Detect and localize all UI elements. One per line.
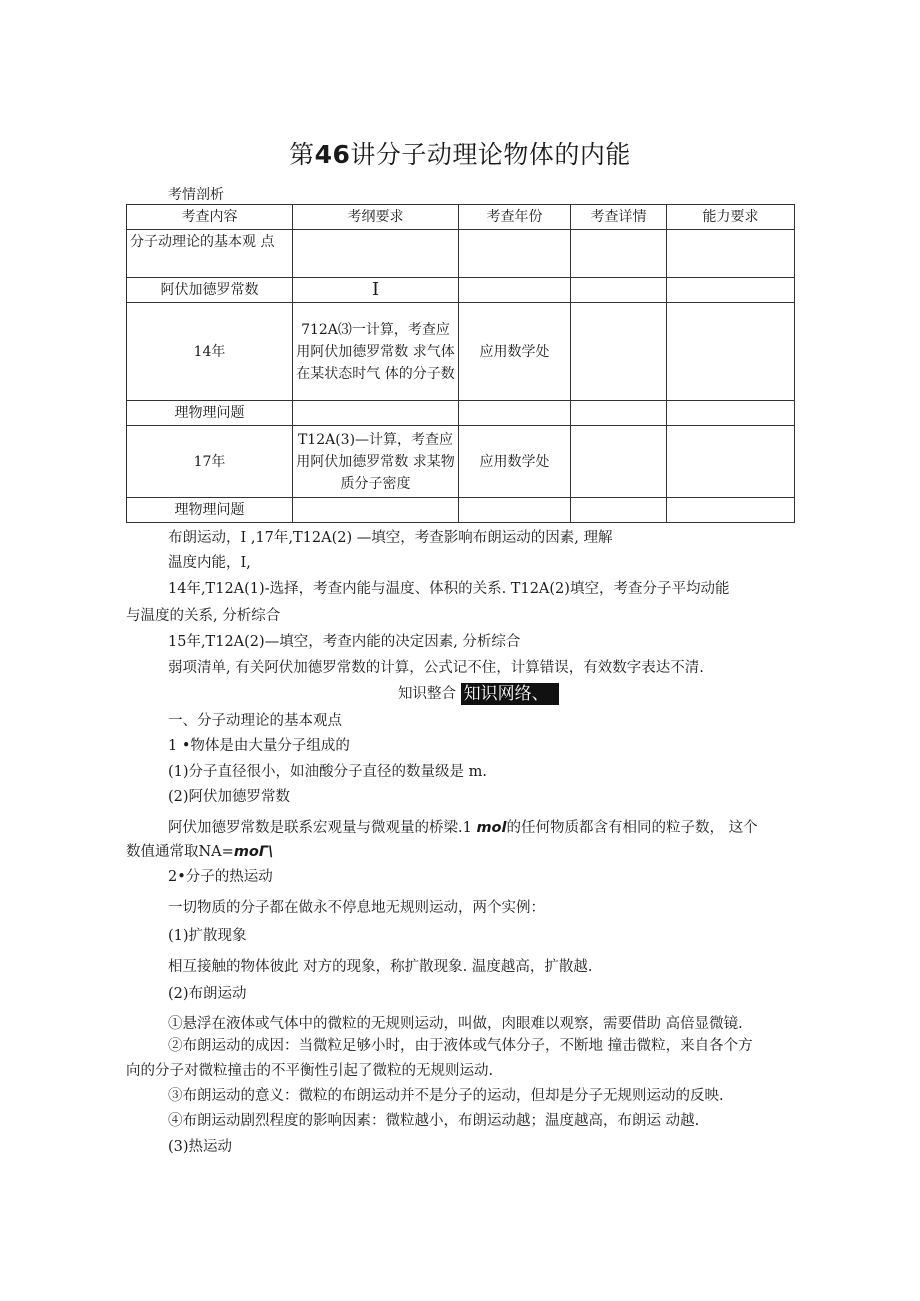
table-cell: 阿伏加德罗常数	[127, 278, 293, 303]
table-cell: 应用数学处	[459, 426, 571, 498]
header-cell: 考查年份	[459, 205, 571, 230]
table-cell	[667, 426, 795, 498]
text-line: 14年,T12A(1)-选择，考查内能与温度、体积的关系. T12A(2)填空，考查分子平均动能	[168, 581, 730, 597]
page-title: 第46讲分子动理论物体的内能	[289, 140, 631, 169]
text-line: 向的分子对微粒撞击的不平衡性引起了微粒的无规则运动.	[126, 1063, 494, 1079]
table-cell	[293, 401, 459, 426]
text-line: 相互接触的物体彼此 对方的现象，称扩散现象. 温度越高，扩散越.	[168, 959, 593, 975]
table-row	[127, 278, 795, 303]
text-line: (1)扩散现象	[168, 928, 247, 944]
table-cell	[571, 498, 667, 523]
text-line: 与温度的关系, 分析综合	[126, 608, 281, 624]
table-cell	[459, 401, 571, 426]
text-line: 布朗运动，I ,17年,T12A(2) —填空，考查影响布朗运动的因素, 理解	[168, 530, 613, 546]
table-cell	[571, 278, 667, 303]
heading-highlight-box: 知识网络、	[461, 683, 559, 705]
table-cell	[667, 498, 795, 523]
table-header-row	[127, 205, 795, 230]
table-cell: 理物理问题	[127, 498, 293, 523]
table-cell	[571, 426, 667, 498]
table-cell	[459, 498, 571, 523]
text-line: ①悬浮在液体或气体中的微粒的无规则运动，叫做，肉眼难以观察，需要借助 高倍显微镜.	[168, 1016, 743, 1032]
section-heading: 知识整合 知识网络、	[398, 682, 559, 705]
section-label: 考情剖析	[168, 187, 224, 203]
table-row	[127, 426, 795, 498]
table-cell: 17年	[127, 426, 293, 498]
table-row	[127, 303, 795, 401]
text-line: ③布朗运动的意义：微粒的布朗运动并不是分子的运动，但却是分子无规则运动的反映.	[168, 1088, 724, 1104]
table-cell: 理物理问题	[127, 401, 293, 426]
table-row	[127, 401, 795, 426]
table-cell: 分子动理论的基本观 点	[127, 230, 293, 278]
text-line: 温度内能，I,	[168, 555, 251, 571]
header-cell: 考查内容	[127, 205, 293, 230]
text-line: ②布朗运动的成因：当微粒足够小时，由于液体或气体分子，不断地 撞击微粒，来自各个方	[168, 1038, 753, 1054]
header-cell: 考纲要求	[293, 205, 459, 230]
text-line: 数值通常取NA=moΓ\	[126, 844, 274, 860]
table-cell: 14年	[127, 303, 293, 401]
table-cell	[571, 230, 667, 278]
text-line: 阿伏加德罗常数是联系宏观量与微观量的桥梁.1 mol的任何物质都含有相同的粒子数， 这个	[168, 820, 758, 836]
exam-analysis-table	[126, 204, 795, 523]
table-row	[127, 498, 795, 523]
table-cell	[667, 278, 795, 303]
table-cell	[667, 303, 795, 401]
table-cell	[459, 230, 571, 278]
text-line: 2•分子的热运动	[168, 869, 273, 885]
text-line: (2)布朗运动	[168, 986, 247, 1002]
table-cell	[293, 230, 459, 278]
table-cell: 712A⑶一计算，考查应用阿伏加德罗常数 求气体在某状态时气 体的分子数	[293, 303, 459, 401]
text-line: 一切物质的分子都在做永不停息地无规则运动，两个实例：	[168, 900, 545, 916]
text-line: (3)热运动	[168, 1139, 233, 1155]
table-cell	[667, 230, 795, 278]
table-cell	[459, 278, 571, 303]
header-cell: 能力要求	[667, 205, 795, 230]
text-line: (2)阿伏加德罗常数	[168, 789, 291, 805]
text-line: 一、分子动理论的基本观点	[168, 713, 342, 729]
table-cell	[667, 401, 795, 426]
table-cell	[571, 303, 667, 401]
text-line: ④布朗运动剧烈程度的影响因素：微粒越小，布朗运动越；温度越高，布朗运 动越.	[168, 1113, 700, 1129]
table-cell: 应用数学处	[459, 303, 571, 401]
text-line: (1)分子直径很小，如油酸分子直径的数量级是 m.	[168, 764, 488, 780]
header-cell: 考查详情	[571, 205, 667, 230]
table-row	[127, 230, 795, 278]
table-cell: T12A(3)—计算，考查应用阿伏加德罗常数 求某物质分子密度	[293, 426, 459, 498]
text-line: 1 •物体是由大量分子组成的	[168, 738, 350, 754]
text-line: 15年,T12A(2)—填空，考查内能的决定因素, 分析综合	[168, 634, 521, 650]
table-cell	[293, 498, 459, 523]
text-line: 弱项清单, 有关阿伏加德罗常数的计算，公式记不住，计算错误，有效数字表达不清.	[168, 660, 704, 676]
table-cell: I	[293, 278, 459, 303]
table-cell	[571, 401, 667, 426]
